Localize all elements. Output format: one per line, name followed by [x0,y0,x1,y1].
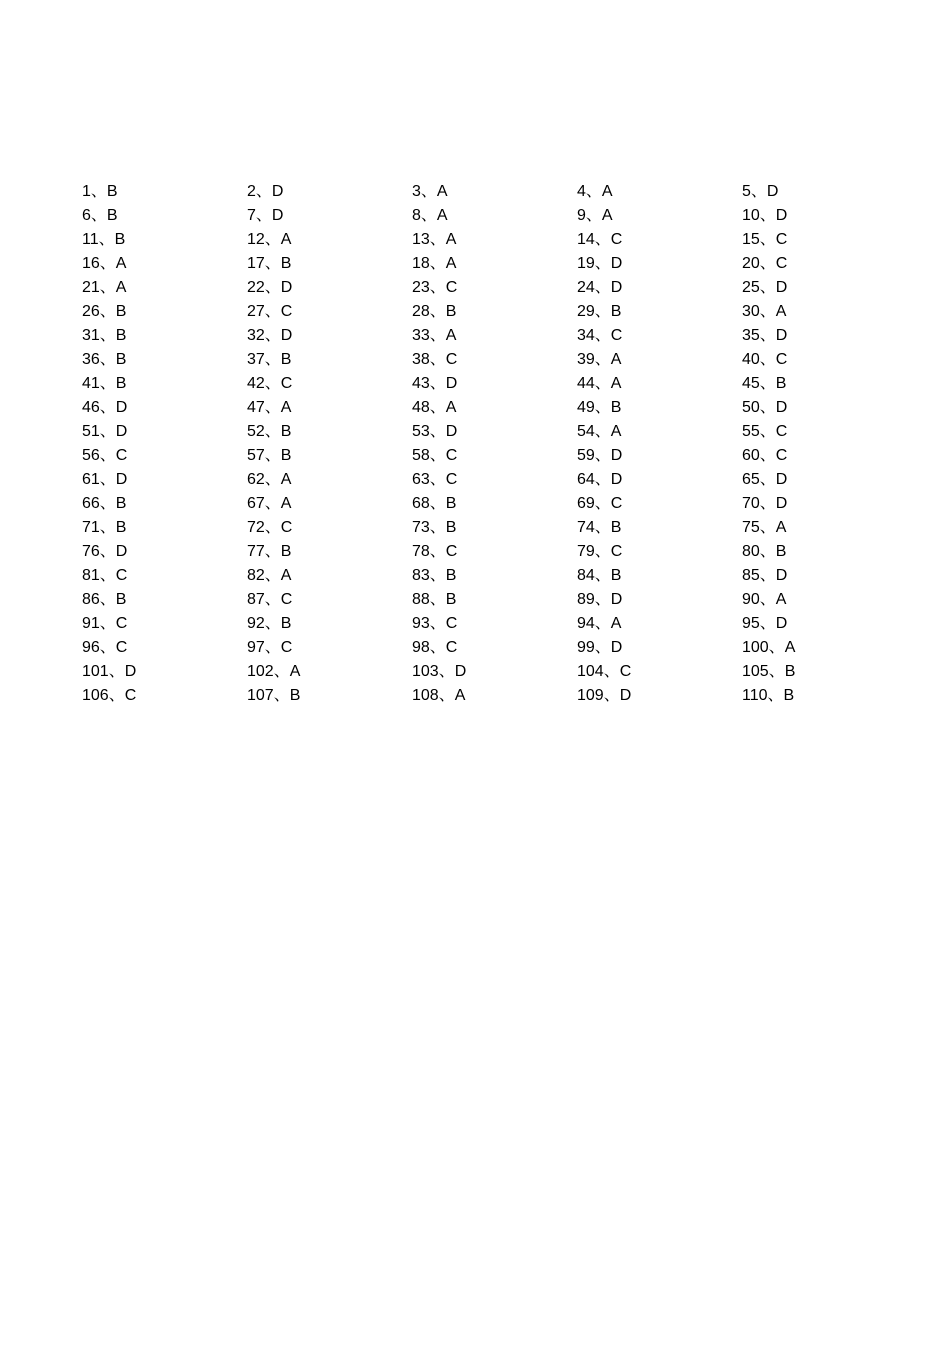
answer-item: 25、D [742,279,788,296]
answer-item: 34、C [577,327,623,344]
answer-item: 109、D [577,687,632,704]
answer-item: 56、C [82,447,128,464]
answer-item: 5、D [742,183,779,200]
answer-item: 84、B [577,567,622,584]
answer-item: 45、B [742,375,787,392]
answer-item: 13、A [412,231,457,248]
answer-item: 36、B [82,351,127,368]
answer-item: 48、A [412,399,457,416]
answer-item: 80、B [742,543,787,560]
answer-item: 60、C [742,447,788,464]
answer-item: 21、A [82,279,127,296]
answer-item: 101、D [82,663,137,680]
answer-item: 19、D [577,255,623,272]
answer-item: 14、C [577,231,623,248]
answer-item: 12、A [247,231,292,248]
answer-item: 68、B [412,495,457,512]
answer-item: 28、B [412,303,457,320]
answer-item: 40、C [742,351,788,368]
answer-item: 78、C [412,543,458,560]
answer-item: 92、B [247,615,292,632]
answer-item: 97、C [247,639,293,656]
answer-item: 42、C [247,375,293,392]
answer-item: 26、B [82,303,127,320]
answer-item: 89、D [577,591,623,608]
answer-item: 43、D [412,375,458,392]
answer-item: 1、B [82,183,118,200]
answer-item: 10、D [742,207,788,224]
answer-item: 8、A [412,207,448,224]
answer-item: 37、B [247,351,292,368]
answer-item: 90、A [742,591,787,608]
answer-item: 38、C [412,351,458,368]
answer-item: 71、B [82,519,127,536]
answer-item: 18、A [412,255,457,272]
answer-item: 88、B [412,591,457,608]
answer-item: 63、C [412,471,458,488]
answer-item: 83、B [412,567,457,584]
answer-item: 58、C [412,447,458,464]
answer-item: 67、A [247,495,292,512]
answer-item: 52、B [247,423,292,440]
answer-item: 44、A [577,375,622,392]
answer-item: 15、C [742,231,788,248]
answer-item: 99、D [577,639,623,656]
answer-item: 7、D [247,207,284,224]
answer-item: 3、A [412,183,448,200]
answer-item: 75、A [742,519,787,536]
answer-item: 100、A [742,639,796,656]
answer-item: 81、C [82,567,128,584]
answer-item: 27、C [247,303,293,320]
answer-item: 6、B [82,207,118,224]
answer-item: 20、C [742,255,788,272]
answer-item: 91、C [82,615,128,632]
answer-item: 31、B [82,327,127,344]
answer-item: 50、D [742,399,788,416]
answer-item: 57、B [247,447,292,464]
answer-item: 70、D [742,495,788,512]
answer-item: 16、A [82,255,127,272]
answer-item: 95、D [742,615,788,632]
answer-item: 32、D [247,327,293,344]
answer-item: 77、B [247,543,292,560]
answer-item: 110、B [742,687,795,704]
answer-item: 46、D [82,399,128,416]
answer-item: 98、C [412,639,458,656]
answer-item: 33、A [412,327,457,344]
answer-item: 35、D [742,327,788,344]
answer-item: 22、D [247,279,293,296]
answer-item: 106、C [82,687,137,704]
answer-item: 11、B [82,231,126,248]
answer-item: 59、D [577,447,623,464]
answer-item: 29、B [577,303,622,320]
answer-item: 9、A [577,207,613,224]
answer-item: 104、C [577,663,632,680]
answer-item: 85、D [742,567,788,584]
answer-item: 62、A [247,471,292,488]
answer-item: 103、D [412,663,467,680]
answer-item: 65、D [742,471,788,488]
answer-item: 54、A [577,423,622,440]
answer-item: 61、D [82,471,128,488]
answer-key-grid [82,180,862,708]
answer-item: 108、A [412,687,466,704]
answer-item: 74、B [577,519,622,536]
answer-item: 105、B [742,663,796,680]
answer-item: 79、C [577,543,623,560]
answer-item: 41、B [82,375,127,392]
answer-item: 47、A [247,399,292,416]
answer-item: 87、C [247,591,293,608]
answer-item: 39、A [577,351,622,368]
answer-item: 53、D [412,423,458,440]
answer-item: 69、C [577,495,623,512]
answer-item: 94、A [577,615,622,632]
answer-item: 102、A [247,663,301,680]
answer-item: 86、B [82,591,127,608]
answer-item: 82、A [247,567,292,584]
answer-item: 64、D [577,471,623,488]
answer-item: 2、D [247,183,284,200]
answer-item: 73、B [412,519,457,536]
answer-item: 4、A [577,183,613,200]
answer-item: 76、D [82,543,128,560]
answer-item: 49、B [577,399,622,416]
answer-item: 51、D [82,423,128,440]
answer-item: 66、B [82,495,127,512]
answer-item: 96、C [82,639,128,656]
answer-item: 30、A [742,303,787,320]
answer-item: 24、D [577,279,623,296]
answer-item: 72、C [247,519,293,536]
answer-item: 107、B [247,687,301,704]
answer-item: 23、C [412,279,458,296]
answer-item: 55、C [742,423,788,440]
answer-item: 17、B [247,255,292,272]
answer-item: 93、C [412,615,458,632]
